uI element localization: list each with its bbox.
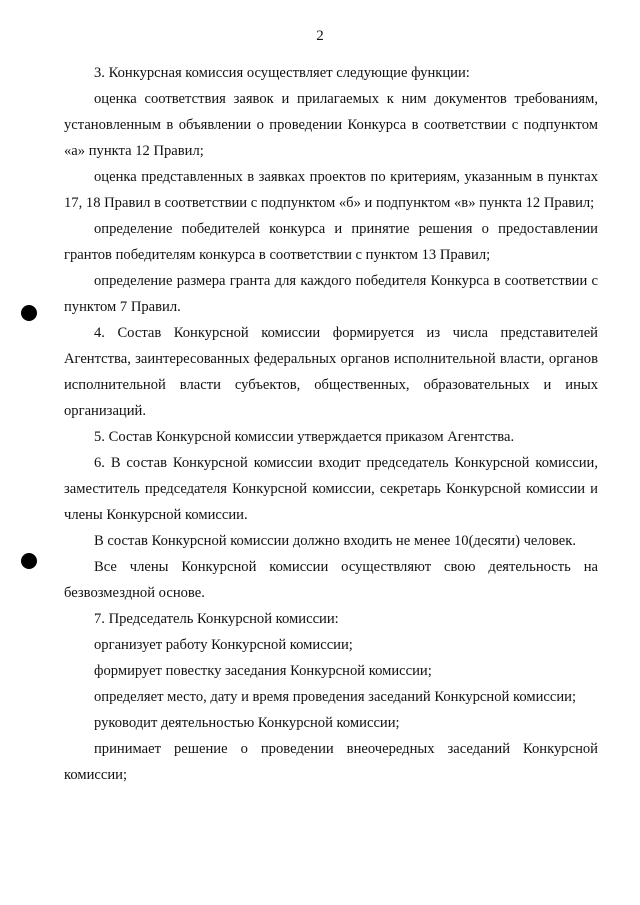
paragraph-min-members: В состав Конкурсной комиссии должно входить не менее 10(десяти) человек. [94,533,576,549]
paragraph-chair-organizes: организует работу Конкурсной комиссии; [94,637,353,653]
document-body [64,60,598,788]
paragraph-item-3: 3. Конкурсная комиссия осуществляет следующие функции: [94,65,470,81]
paragraph-chair-place-time: определяет место, дату и время проведения заседаний Конкурсной комиссии; [94,689,577,705]
paragraph-item-5: 5. Состав Конкурсной комиссии утверждается приказом Агентства. [94,429,515,445]
paragraph-item-6: 6. В состав Конкурсной комиссии входит председатель Конкурсной комиссии, заместитель председателя Конкурсной комиссии, секретарь Конкурсной комиссии и члены Конкурсной комиссии. [64,455,598,523]
paragraph-function-grant-size: определение размера гранта для каждого победителя Конкурса в соответствии с пунктом 7 Правил. [64,273,598,315]
paragraph-chair-manages: руководит деятельностью Конкурсной комиссии; [94,715,400,731]
paragraph-function-criteria: оценка представленных в заявках проектов по критериям, указанным в пунктах 17, 18 Правил в соответствии с подпунктом «б» и подпунктом «в» пункта 12 Правил; [64,169,598,211]
paragraph-function-winners: определение победителей конкурса и принятие решения о предоставлении грантов победителям конкурса в соответствии с пунктом 13 Правил; [64,221,598,263]
page-number: 2 [316,28,324,44]
paragraph-item-7: 7. Председатель Конкурсной комиссии: [94,611,339,627]
punch-hole-mark [21,553,37,569]
paragraph-volunteer-basis: Все члены Конкурсной комиссии осуществляют свою деятельность на безвозмездной основе. [64,559,598,601]
paragraph-item-4: 4. Состав Конкурсной комиссии формируется из числа представителей Агентства, заинтересованных федеральных органов исполнительной власти, органов исполнительной власти субъектов, общественных, образовательных и иных организаций. [64,325,598,419]
punch-hole-mark [21,305,37,321]
paragraph-function-evaluation: оценка соответствия заявок и прилагаемых к ним документов требованиям, установленным в объявлении о проведении Конкурса в соответствии с подпунктом «а» пункта 12 Правил; [64,91,598,159]
paragraph-chair-agenda: формирует повестку заседания Конкурсной комиссии; [94,663,432,679]
paragraph-chair-extraordinary: принимает решение о проведении внеочередных заседаний Конкурсной комиссии; [64,741,598,783]
